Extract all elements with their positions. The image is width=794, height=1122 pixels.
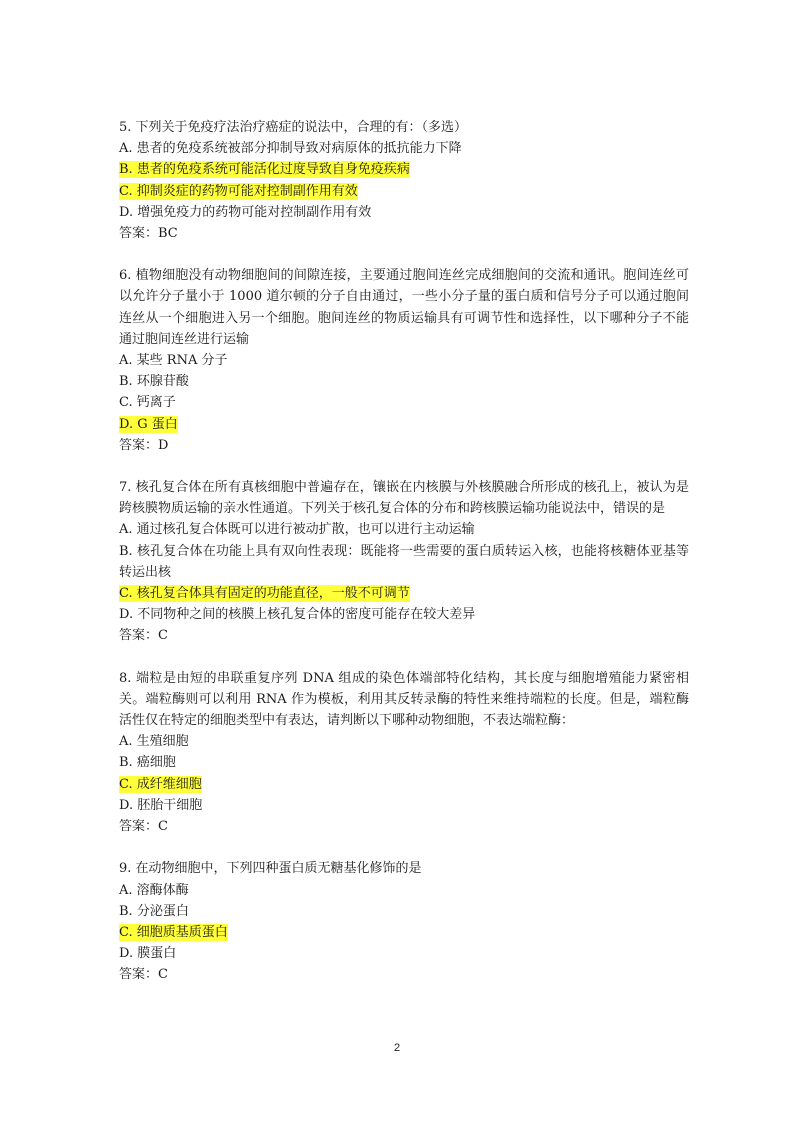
question-stem: 5. 下列关于免疫疗法治疗癌症的说法中，合理的有：（多选） [119,120,468,135]
option-text: A. 患者的免疫系统被部分抑制导致对病原体的抵抗能力下降 [119,141,462,157]
option-c [119,774,689,795]
option-c [119,583,689,604]
option-d [119,202,689,223]
option-c [119,922,689,943]
option-text: B. 分泌蛋白 [119,903,189,919]
question-stem: 8. 端粒是由短的串联重复序列 DNA 组成的染色体端部特化结构，其长度与细胞增殖能力紧密相关。端粒酶则可以利用 RNA 作为模板，利用其反转录酶的特性来维持端粒的长度。但是，端粒酶活性仅在特定的细胞类型中有表达，请判断以下哪种动物细胞，不表达端粒酶： [119,670,689,729]
option-c [119,392,689,413]
answer-line: 答案：C [119,628,168,644]
highlighted-option-text: C. 核孔复合体具有固定的功能直径，一般不可调节 [119,586,410,602]
answer-line: 答案：C [119,967,168,983]
question-9 [119,858,689,985]
option-b [119,159,689,180]
question-6 [119,265,689,456]
option-a [119,519,689,540]
option-a [119,731,689,752]
option-a [119,138,689,159]
option-text: A. 生殖细胞 [119,734,189,750]
highlighted-option-text: C. 成纤维细胞 [119,776,202,792]
option-b [119,752,689,773]
page-number: 2 [393,1042,401,1054]
answer-line: 答案：BC [119,226,178,242]
highlighted-option-text: C. 抑制炎症的药物可能对控制副作用有效 [119,183,358,199]
question-5 [119,117,689,244]
option-b [119,371,689,392]
question-stem: 6. 植物细胞没有动物细胞间的间隙连接，主要通过胞间连丝完成细胞间的交流和通讯。胞间连丝可以允许分子量小于 1000 道尔顿的分子自由通过，一些小分子量的蛋白质和信号分子可以通过胞间连丝从一个细胞进入另一个细胞。胞间连丝的物质运输具有可调节性和选择性，以下哪种分子不能通过胞间连丝进行运输 [119,268,689,347]
option-text: D. 不同物种之间的核膜上核孔复合体的密度可能存在较大差异 [119,607,476,623]
option-text: A. 通过核孔复合体既可以进行被动扩散，也可以进行主动运输 [119,522,475,538]
option-text: B. 核孔复合体在功能上具有双向性表现：既能将一些需要的蛋白质转运入核，也能将核糖体亚基等转运出核 [119,543,689,580]
option-text: D. 膜蛋白 [119,946,177,962]
option-text: D. 增强免疫力的药物可能对控制副作用有效 [119,204,372,220]
option-b [119,541,689,583]
question-8 [119,668,689,838]
option-text: A. 某些 RNA 分子 [119,353,228,369]
option-d [119,943,689,964]
option-text: D. 胚胎干细胞 [119,797,203,813]
question-7 [119,477,689,647]
question-stem: 7. 核孔复合体在所有真核细胞中普遍存在，镶嵌在内核膜与外核膜融合所形成的核孔上，被认为是跨核膜物质运输的亲水性通道。下列关于核孔复合体的分布和跨核膜运输功能说法中，错误的是 [119,480,689,517]
option-a [119,350,689,371]
question-stem: 9. 在动物细胞中，下列四种蛋白质无糖基化修饰的是 [119,861,422,877]
answer-line: 答案：D [119,437,169,453]
highlighted-option-text: C. 细胞质基质蛋白 [119,924,228,940]
document-page [119,117,689,1007]
option-text: C. 钙离子 [119,395,176,411]
answer-line: 答案：C [119,819,168,835]
option-c [119,181,689,202]
option-text: B. 癌细胞 [119,755,176,771]
highlighted-option-text: B. 患者的免疫系统可能活化过度导致自身免疫疾病 [119,162,410,178]
option-b [119,901,689,922]
option-d [119,414,689,435]
option-a [119,880,689,901]
option-d [119,795,689,816]
option-d [119,604,689,625]
highlighted-option-text: D. G 蛋白 [119,416,178,432]
option-text: A. 溶酶体酶 [119,882,189,898]
option-text: B. 环腺苷酸 [119,374,189,390]
